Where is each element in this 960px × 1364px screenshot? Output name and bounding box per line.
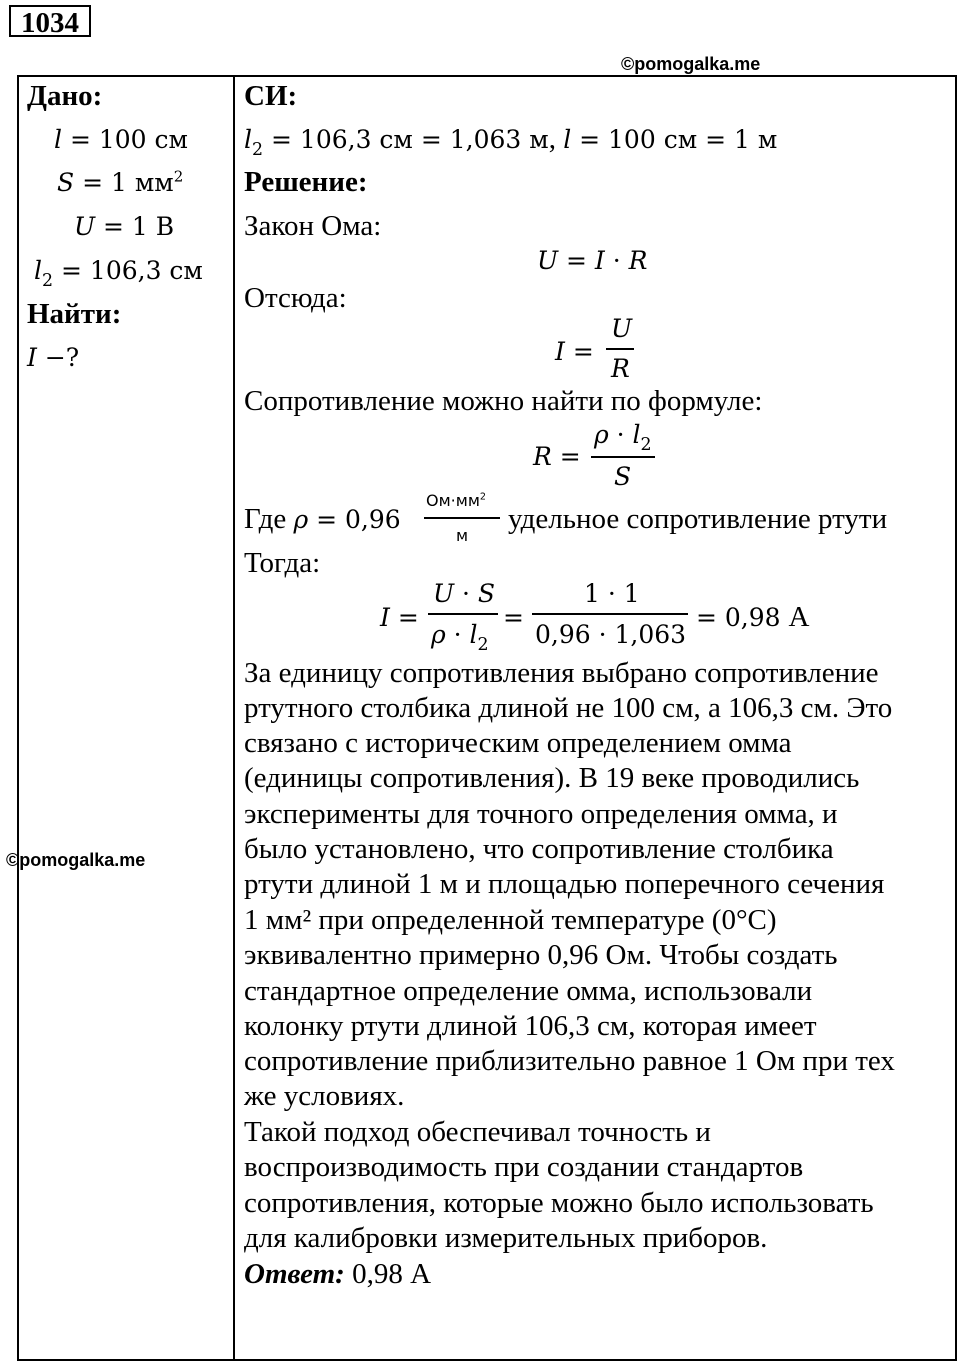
- p1-line: стандартное определение омма, использовали: [244, 975, 813, 1007]
- watermark-top: ©pomogalka.me: [621, 54, 761, 74]
- solution-heading: Решение:: [244, 166, 368, 198]
- rho-unit-den: м: [456, 526, 469, 545]
- p1-line: связано с историческим определением омма: [244, 727, 792, 759]
- answer-label: Ответ:: [244, 1258, 345, 1290]
- column-divider: [233, 75, 235, 1361]
- p2-line: сопротивления, которые можно было использовать: [244, 1187, 874, 1219]
- p1-line: За единицу сопротивления выбрано сопротивление: [244, 657, 879, 689]
- p1-line: эксперименты для точного определения омма, и: [244, 798, 838, 830]
- si-heading: СИ:: [244, 80, 298, 112]
- resistance-label: Сопротивление можно найти по формуле:: [244, 385, 763, 417]
- watermark-side: ©pomogalka.me: [6, 850, 146, 870]
- answer-line: [244, 1258, 431, 1291]
- p2-line: воспроизводимость при создании стандартов: [244, 1151, 804, 1183]
- p1-line: ртутного столбика длиной не 100 см, а 106,3 см. Это: [244, 692, 893, 724]
- p1-line: (единицы сопротивления). В 19 веке проводились: [244, 762, 860, 794]
- rho-unit-num: $Ом\cdot мм^2$: [426, 491, 486, 510]
- given-s: S = 1 $мм^2$: [57, 167, 184, 197]
- p2-line: для калибровки измерительных приборов.: [244, 1222, 768, 1254]
- p2-line: Такой подход обеспечивал точность и: [244, 1116, 711, 1148]
- ohm-law-label: Закон Ома:: [244, 210, 382, 242]
- p1-line: эквивалентно примерно 0,96 Ом. Чтобы создать: [244, 939, 838, 971]
- find-heading: Найти:: [27, 298, 122, 330]
- rho-prefix: Где: [244, 503, 287, 535]
- find-value: I −?: [27, 343, 80, 372]
- p1-line: сопротивление приблизительно равное 1 Ом при тех: [244, 1045, 895, 1077]
- p1-line: колонку ртути длиной 106,3 см, которая имеет: [244, 1010, 817, 1042]
- given-heading: Дано:: [27, 80, 103, 112]
- answer-value: 0,98 А: [352, 1258, 432, 1290]
- p1-line: было установлено, что сопротивление столбика: [244, 833, 834, 865]
- rho-suffix: удельное сопротивление ртути: [508, 503, 888, 535]
- p1-line: же условиях.: [244, 1080, 405, 1112]
- p1-line: ртути длиной 1 м и площадью поперечного сечения: [244, 868, 885, 900]
- given-u: U = 1 В: [74, 212, 175, 241]
- hence-label: Отсюда:: [244, 282, 347, 314]
- then-label: Тогда:: [244, 547, 321, 579]
- ohm-law-formula: U = I · R: [537, 246, 648, 275]
- given-l: l = 100 см: [54, 125, 188, 154]
- given-l2: $l_2 = 106,3$ см: [34, 256, 203, 291]
- p1-line: 1 мм² при определенной температуре (0°С): [244, 904, 777, 936]
- si-line: $l_2 = 106,3$ см = 1,063 м, l = 100 см = 1 м: [244, 123, 778, 160]
- problem-number: 1034: [9, 5, 91, 37]
